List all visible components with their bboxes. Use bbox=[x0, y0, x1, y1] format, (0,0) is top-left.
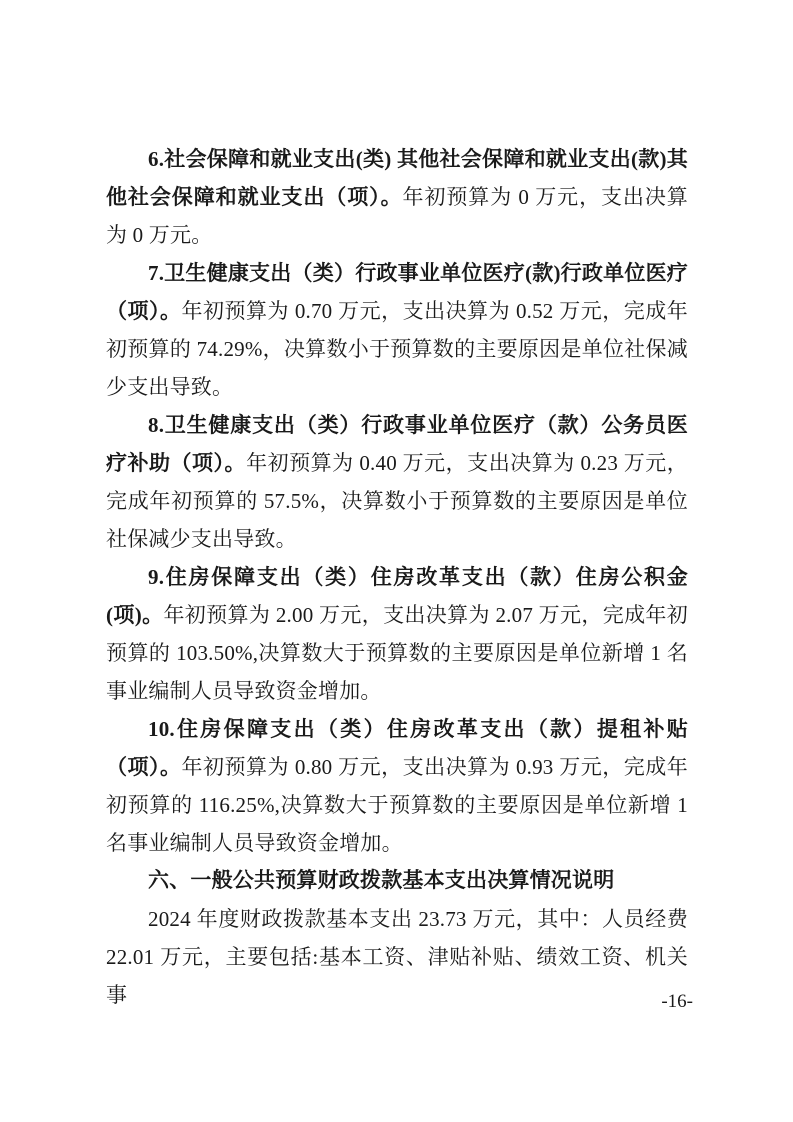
paragraph-lead: 7.卫生健康支出（类）行政事业单位医疗(款)行政单位医疗（项）。 bbox=[106, 261, 688, 323]
paragraph-lead: 6.社会保障和就业支出(类) 其他社会保障和就业支出(款)其他社会保障和就业支出（项）。 bbox=[106, 147, 688, 209]
expense-paragraph-10 bbox=[106, 710, 688, 862]
expense-paragraph-6 bbox=[106, 140, 688, 254]
paragraph-body: 年初预算为 0 万元，支出决算为 0 万元。 bbox=[106, 185, 688, 247]
paragraph-body: 年初预算为 0.40 万元，支出决算为 0.23 万元，完成年初预算的 57.5%，决算数小于预算数的主要原因是单位社保减少支出导致。 bbox=[106, 451, 688, 551]
section-heading: 六、一般公共预算财政拨款基本支出决算情况说明 bbox=[148, 869, 615, 892]
paragraph-body: 年初预算为 0.80 万元，支出决算为 0.93 万元，完成年初预算的 116.25%,决算数大于预算数的主要原因是单位新增 1 名事业编制人员导致资金增加。 bbox=[106, 755, 688, 855]
paragraph-lead: 8.卫生健康支出（类）行政事业单位医疗（款）公务员医疗补助（项）。 bbox=[106, 413, 688, 475]
paragraph-body: 年初预算为 0.70 万元，支出决算为 0.52 万元，完成年初预算的 74.29%，决算数小于预算数的主要原因是单位社保减少支出导致。 bbox=[106, 299, 688, 399]
basic-expenditure-paragraph: 2024 年度财政拨款基本支出 23.73 万元，其中：人员经费 22.01 万元，主要包括:基本工资、津贴补贴、绩效工资、机关事 bbox=[106, 907, 688, 1007]
paragraph-lead: 9.住房保障支出（类）住房改革支出（款）住房公积金(项)。 bbox=[106, 565, 688, 627]
expense-paragraph-8 bbox=[106, 406, 688, 558]
expense-paragraph-9 bbox=[106, 558, 688, 710]
paragraph-body: 年初预算为 2.00 万元，支出决算为 2.07 万元，完成年初预算的 103.50%,决算数大于预算数的主要原因是单位新增 1 名事业编制人员导致资金增加。 bbox=[106, 603, 688, 703]
page-number: -16- bbox=[661, 991, 693, 1012]
expense-paragraph-7 bbox=[106, 254, 688, 406]
paragraph-lead: 10.住房保障支出（类）住房改革支出（款）提租补贴（项）。 bbox=[106, 717, 688, 779]
document-body bbox=[106, 140, 688, 1014]
